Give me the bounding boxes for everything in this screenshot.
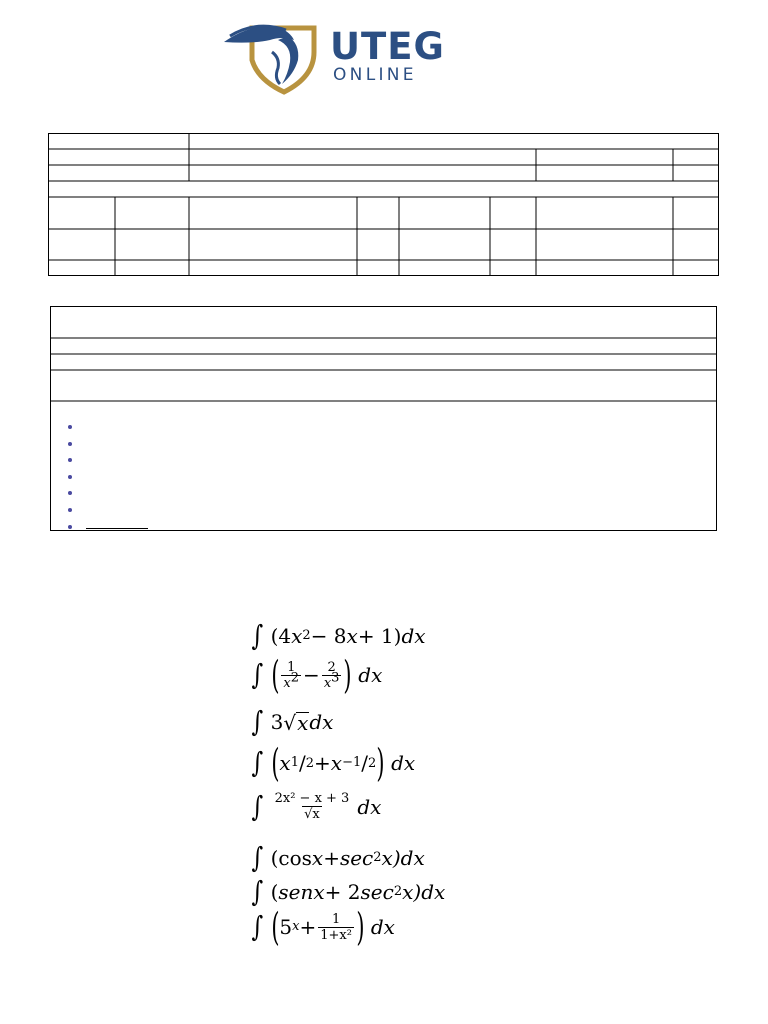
- math-text: 2x² − x + 3: [274, 791, 350, 806]
- instructions-grid: [50, 306, 717, 531]
- paren: (: [270, 905, 280, 949]
- integral-sign: ∫: [251, 746, 264, 779]
- course-info-table: [48, 133, 719, 276]
- fraction: [322, 661, 342, 690]
- math-text: +: [314, 751, 331, 775]
- exercise-2: [250, 653, 383, 697]
- math-text: x: [311, 846, 324, 870]
- shield-eagle-icon: [222, 22, 322, 96]
- integral-sign: ∫: [251, 658, 264, 691]
- integral-sign: ∫: [251, 619, 264, 652]
- math-text: 5: [279, 915, 293, 939]
- math-text: 2: [290, 670, 300, 686]
- math-text: + 1): [357, 624, 402, 648]
- instructions-box: [50, 306, 717, 531]
- math-text: 2: [367, 755, 377, 771]
- exercise-7: ∫ ( senx + 2 sec 2 x) dx: [251, 875, 446, 908]
- math-text: (cos: [270, 846, 312, 870]
- math-text: x): [402, 880, 422, 904]
- math-text: x): [381, 846, 401, 870]
- fraction: [281, 661, 301, 690]
- sqrt: √ x: [283, 710, 309, 735]
- math-text: +: [299, 915, 317, 939]
- math-text: √x: [304, 807, 320, 822]
- math-text: x: [283, 675, 291, 691]
- integral-sign: ∫: [251, 875, 264, 908]
- math-text: dx: [391, 751, 416, 775]
- uteg-online-logo: [222, 22, 452, 96]
- exercise-5: [250, 789, 382, 823]
- math-text: 1: [331, 911, 341, 927]
- exercise-3: [250, 705, 334, 738]
- math-text: dx: [421, 880, 446, 904]
- math-text: dx: [370, 915, 395, 939]
- math-text: sec: [339, 846, 374, 870]
- math-text: −: [303, 663, 320, 687]
- math-text: x: [346, 624, 358, 648]
- course-info-grid: [48, 133, 719, 276]
- math-text: − 8: [310, 624, 347, 648]
- underline-blank: [86, 528, 148, 529]
- math-text: senx: [278, 880, 325, 904]
- math-text: dx: [400, 846, 425, 870]
- integral-sign: ∫: [251, 789, 264, 823]
- integral-sign: ∫: [251, 705, 264, 738]
- exercise-8: ∫ ( 5 x + $\frac{1}{\text{1+x²}}$ ) dx: [251, 905, 395, 949]
- exercise-1: ∫ (4 x 2 − 8 x + 1) dx: [251, 619, 426, 652]
- paren: ): [356, 905, 365, 949]
- paren: (: [270, 653, 280, 697]
- math-text: 3: [270, 710, 284, 734]
- math-text: 2: [305, 755, 315, 771]
- math-text: sec: [360, 880, 394, 904]
- logo-name-line2: ONLINE: [333, 65, 417, 85]
- math-text: dx: [309, 710, 334, 734]
- math-text: 2: [327, 659, 336, 675]
- math-text: x: [291, 624, 303, 648]
- fraction: [273, 792, 352, 821]
- paren: (: [270, 741, 280, 785]
- math-text: /: [361, 751, 368, 775]
- math-text: x: [297, 710, 309, 735]
- exercise-4: ∫ ( x 1 / 2 + x −1 / 2 ) dx: [251, 741, 416, 785]
- paren: ): [343, 653, 352, 697]
- integral-sign: ∫: [251, 910, 264, 943]
- math-text: (4: [270, 624, 292, 648]
- math-text: +: [323, 846, 340, 870]
- integral-sign: ∫: [251, 841, 264, 874]
- fraction: [318, 913, 354, 942]
- math-text: x: [323, 675, 332, 691]
- paren: ): [376, 741, 385, 785]
- math-text: 3: [331, 670, 340, 686]
- math-text: dx: [358, 663, 383, 687]
- math-text: 1: [287, 659, 296, 675]
- math-text: x: [330, 751, 343, 775]
- math-text: 1+x²: [320, 927, 352, 943]
- exercise-6: ∫ (cos x + sec 2 x) dx: [251, 841, 425, 874]
- math-text: + 2: [324, 880, 361, 904]
- math-text: dx: [357, 794, 382, 819]
- math-text: (: [270, 880, 279, 904]
- math-text: dx: [401, 624, 426, 648]
- logo-name-line1: UTEG: [330, 25, 445, 68]
- math-text: x: [279, 751, 291, 775]
- math-text: /: [298, 751, 306, 775]
